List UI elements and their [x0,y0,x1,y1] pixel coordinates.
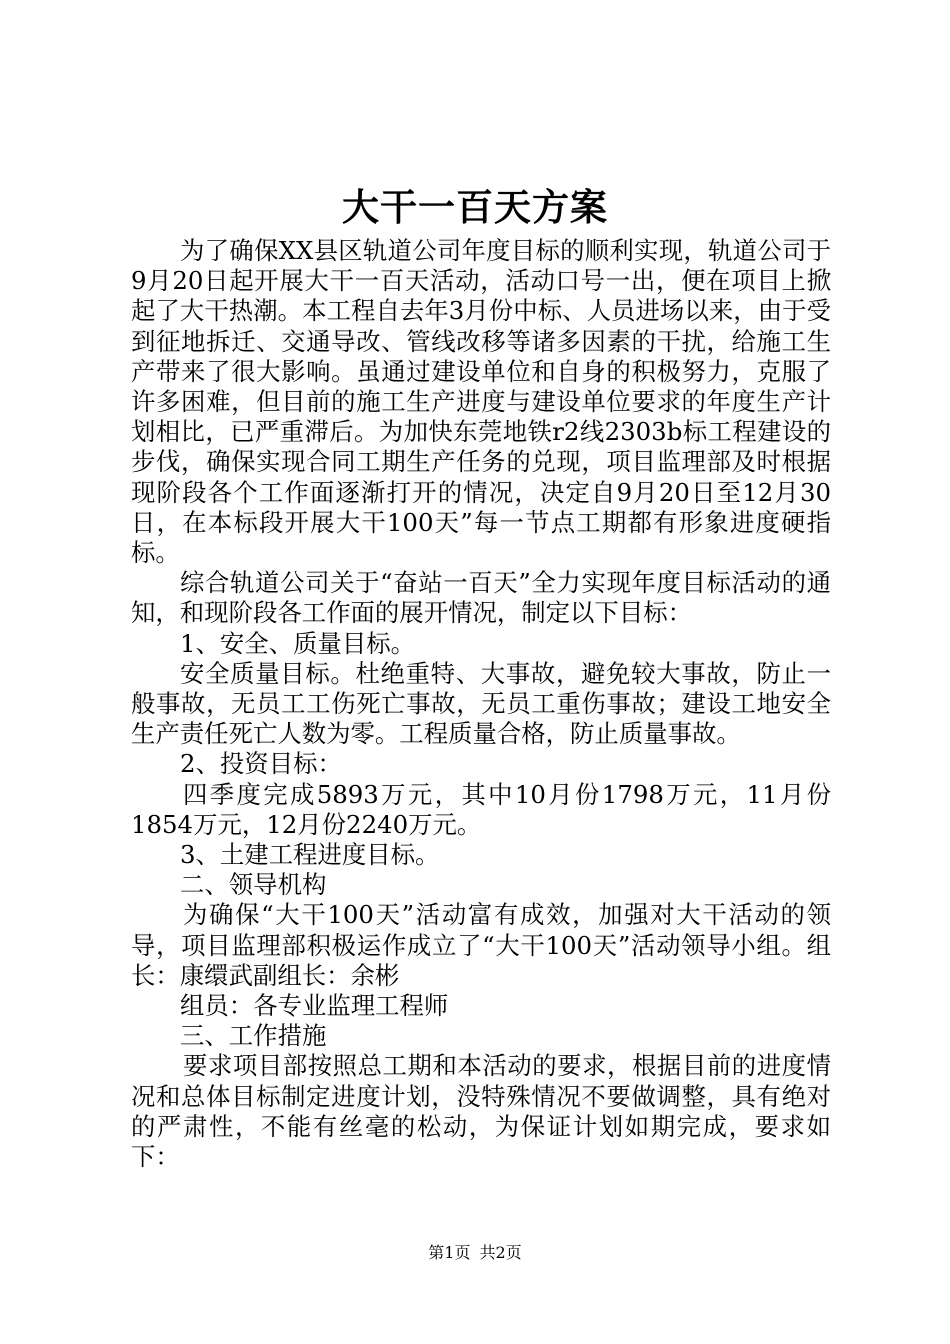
heading-leadership: 二、领导机构 [180,870,327,900]
paragraph-goals-intro: 综合轨道公司关于“奋站一百天”全力实现年度目标活动的通知，和现阶段各工作面的展开情况，制定以下目标： [131,568,831,628]
paragraph-investment: 四季度完成5893万元，其中10月份1798万元，11月份1854万元，12月份2240万元。 [131,779,831,839]
heading-safety-quality: 1、安全、质量目标。 [180,628,416,658]
page-indicator: 第1页 共2页 [428,1243,522,1262]
heading-investment: 2、投资目标： [180,749,342,779]
paragraph-members: 组员：各专业监理工程师 [180,991,449,1021]
heading-civil-progress: 3、土建工程进度目标。 [180,840,440,870]
paragraph-intro: 为了确保XX县区轨道公司年度目标的顺利实现，轨道公司于9月20日起开展大干一百天活动，活动口号一出，便在项目上掀起了大干热潮。本工程自去年3月份中标、人员进场以来，由于受到征地拆迁、交通导改、管线改移等诸多因素的干扰，给施工生产带来了很大影响。虽通过建设单位和自身的积极努力，克服了许多困难，但目前的施工生产进度与建设单位要求的年度生产计划相比，已严重滞后。为加快东莞地铁r2线2303b标工程建设的步伐，确保实现合同工期生产任务的兑现，项目监理部及时根据现阶段各个工作面逐渐打开的情况，决定自9月20日至12月30日，在本标段开展大干100天”每一节点工期都有形象进度硬指标。 [131,236,831,568]
document-title: 大干一百天方案 [342,185,608,229]
paragraph-safety-quality: 安全质量目标。杜绝重特、大事故，避免较大事故，防止一般事故，无员工工伤死亡事故，无员工重伤事故；建设工地安全生产责任死亡人数为零。工程质量合格，防止质量事故。 [131,658,831,749]
document-body [131,236,831,1172]
heading-measures: 三、工作措施 [180,1021,327,1051]
paragraph-measures: 要求项目部按照总工期和本活动的要求，根据目前的进度情况和总体目标制定进度计划，没特殊情况不要做调整，具有绝对的严肃性，不能有丝毫的松动，为保证计划如期完成，要求如下： [131,1051,831,1172]
paragraph-leadership: 为确保“大干100天”活动富有成效，加强对大干活动的领导，项目监理部积极运作成立了“大干100天”活动领导小组。组长：康缳武副组长：余彬 [131,900,831,990]
